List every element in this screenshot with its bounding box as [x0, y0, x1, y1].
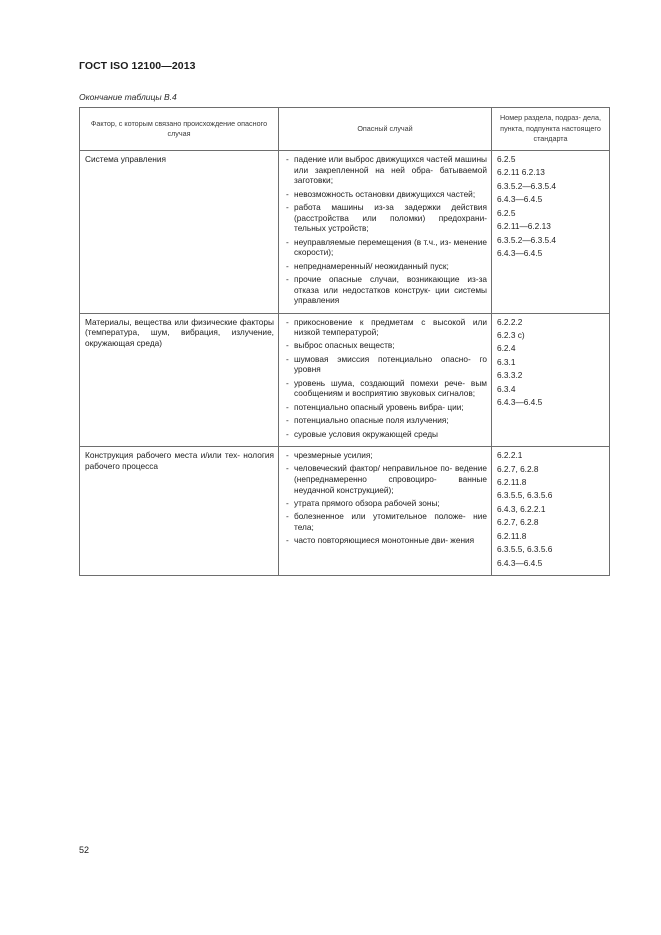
- page-number: 52: [79, 845, 90, 855]
- section-ref: 6.2.11.8: [497, 530, 527, 541]
- section-ref: 6.3.5.2—6.3.5.4: [497, 180, 557, 191]
- sections-cell: [492, 313, 610, 447]
- section-ref: 6.2.11 6.2.13: [497, 167, 545, 178]
- hazard-item: - потенциально опасные поля излучения;: [284, 415, 487, 426]
- factor-cell: Система управления: [80, 151, 279, 314]
- section-ref: 6.2.5: [497, 154, 516, 164]
- hazard-list: [284, 154, 487, 306]
- factor-cell: Материалы, вещества или физические факторы (температура, шум, вибрация, излучение, окружающая среда): [80, 313, 279, 447]
- hazard-item: - невозможность остановки движущихся частей;: [284, 189, 487, 200]
- section-ref: 6.2.3 c): [497, 329, 525, 340]
- hazard-item: - часто повторяющиеся монотонные дви- жения: [284, 535, 487, 546]
- section-ref: 6.2.7, 6.2.8: [497, 463, 539, 474]
- section-ref: 6.3.5.5, 6.3.5.6: [497, 490, 553, 501]
- hazard-item: - утрата прямого обзора рабочей зоны;: [284, 498, 487, 509]
- section-ref: 6.2.11.8: [497, 476, 527, 487]
- section-ref: 6.3.4: [497, 383, 516, 394]
- hazard-item: - работа машины из-за задержки действия (расстройства или поломки) предохрани- тельных устройств;: [284, 202, 487, 234]
- hazards-cell: [279, 313, 492, 447]
- section-ref: 6.2.7, 6.2.8: [497, 517, 539, 528]
- hazard-item: - выброс опасных веществ;: [284, 340, 487, 351]
- section-ref: 6.4.3—6.4.5: [497, 557, 543, 568]
- sections-cell: [492, 447, 610, 576]
- hazard-item: - человеческий фактор/ неправильное по- ведение (непреднамеренно спровоциро- ванные неудачной конструкцией);: [284, 463, 487, 495]
- factor-cell: Конструкция рабочего места и/или тех- нология рабочего процесса: [80, 447, 279, 576]
- section-ref: 6.2.4: [497, 343, 516, 354]
- section-ref: 6.2.11—6.2.13: [497, 221, 551, 232]
- document-header: ГОСТ ISO 12100—2013: [79, 60, 196, 72]
- hazard-table: [79, 107, 610, 576]
- table-row-workplace: [80, 447, 610, 576]
- hazard-item: - уровень шума, создающий помехи рече- вым сообщениям и восприятию звуковых сигналов;: [284, 378, 487, 399]
- hazard-item: - суровые условия окружающей среды: [284, 429, 487, 440]
- section-ref: 6.4.3—6.4.5: [497, 194, 543, 205]
- section-ref: 6.3.5.5, 6.3.5.6: [497, 544, 553, 555]
- section-ref: 6.4.3—6.4.5: [497, 248, 543, 259]
- column-header-section: Номер раздела, подраз- дела, пункта, подпункта настоящего стандарта: [492, 108, 610, 151]
- section-ref: 6.3.3.2: [497, 370, 523, 381]
- hazards-cell: [279, 447, 492, 576]
- sections-cell: [492, 151, 610, 314]
- hazard-item: - шумовая эмиссия потенциально опасно- го уровня: [284, 354, 487, 375]
- hazard-item: - прочие опасные случаи, возникающие из-за отказа или недостатков конструк- ции системы управления: [284, 274, 487, 306]
- hazard-item: - чрезмерные усилия;: [284, 450, 487, 461]
- hazard-item: - неуправляемые перемещения (в т.ч., из- менение скорости);: [284, 237, 487, 258]
- section-ref: 6.2.5: [497, 207, 516, 218]
- hazard-item: - непреднамеренный/ неожиданный пуск;: [284, 261, 487, 272]
- hazard-item: - болезненное или утомительное положе- ние тела;: [284, 511, 487, 532]
- table-row-control-system: [80, 151, 610, 314]
- hazard-list: [284, 317, 487, 440]
- column-header-hazard: Опасный случай: [279, 108, 492, 151]
- table-header-row: [80, 108, 610, 151]
- hazard-item: - прикосновение к предметам с высокой или низкой температурой;: [284, 317, 487, 338]
- table-caption: Окончание таблицы В.4: [79, 92, 177, 102]
- hazard-item: - потенциально опасный уровень вибра- ции;: [284, 402, 487, 413]
- hazard-item: - падение или выброс движущихся частей машины или закрепленной на ней обра- батываемой заготовки;: [284, 154, 487, 186]
- section-ref: 6.4.3—6.4.5: [497, 397, 543, 408]
- hazards-cell: [279, 151, 492, 314]
- section-ref: 6.3.5.2—6.3.5.4: [497, 234, 557, 245]
- section-ref: 6.4.3, 6.2.2.1: [497, 503, 546, 514]
- hazard-list: [284, 450, 487, 546]
- table-row-materials: [80, 313, 610, 447]
- column-header-factor: Фактор, с которым связано происхождение опасного случая: [80, 108, 279, 151]
- section-ref: 6.3.1: [497, 356, 516, 367]
- section-ref: 6.2.2.2: [497, 316, 523, 327]
- section-ref: 6.2.2.1: [497, 450, 523, 461]
